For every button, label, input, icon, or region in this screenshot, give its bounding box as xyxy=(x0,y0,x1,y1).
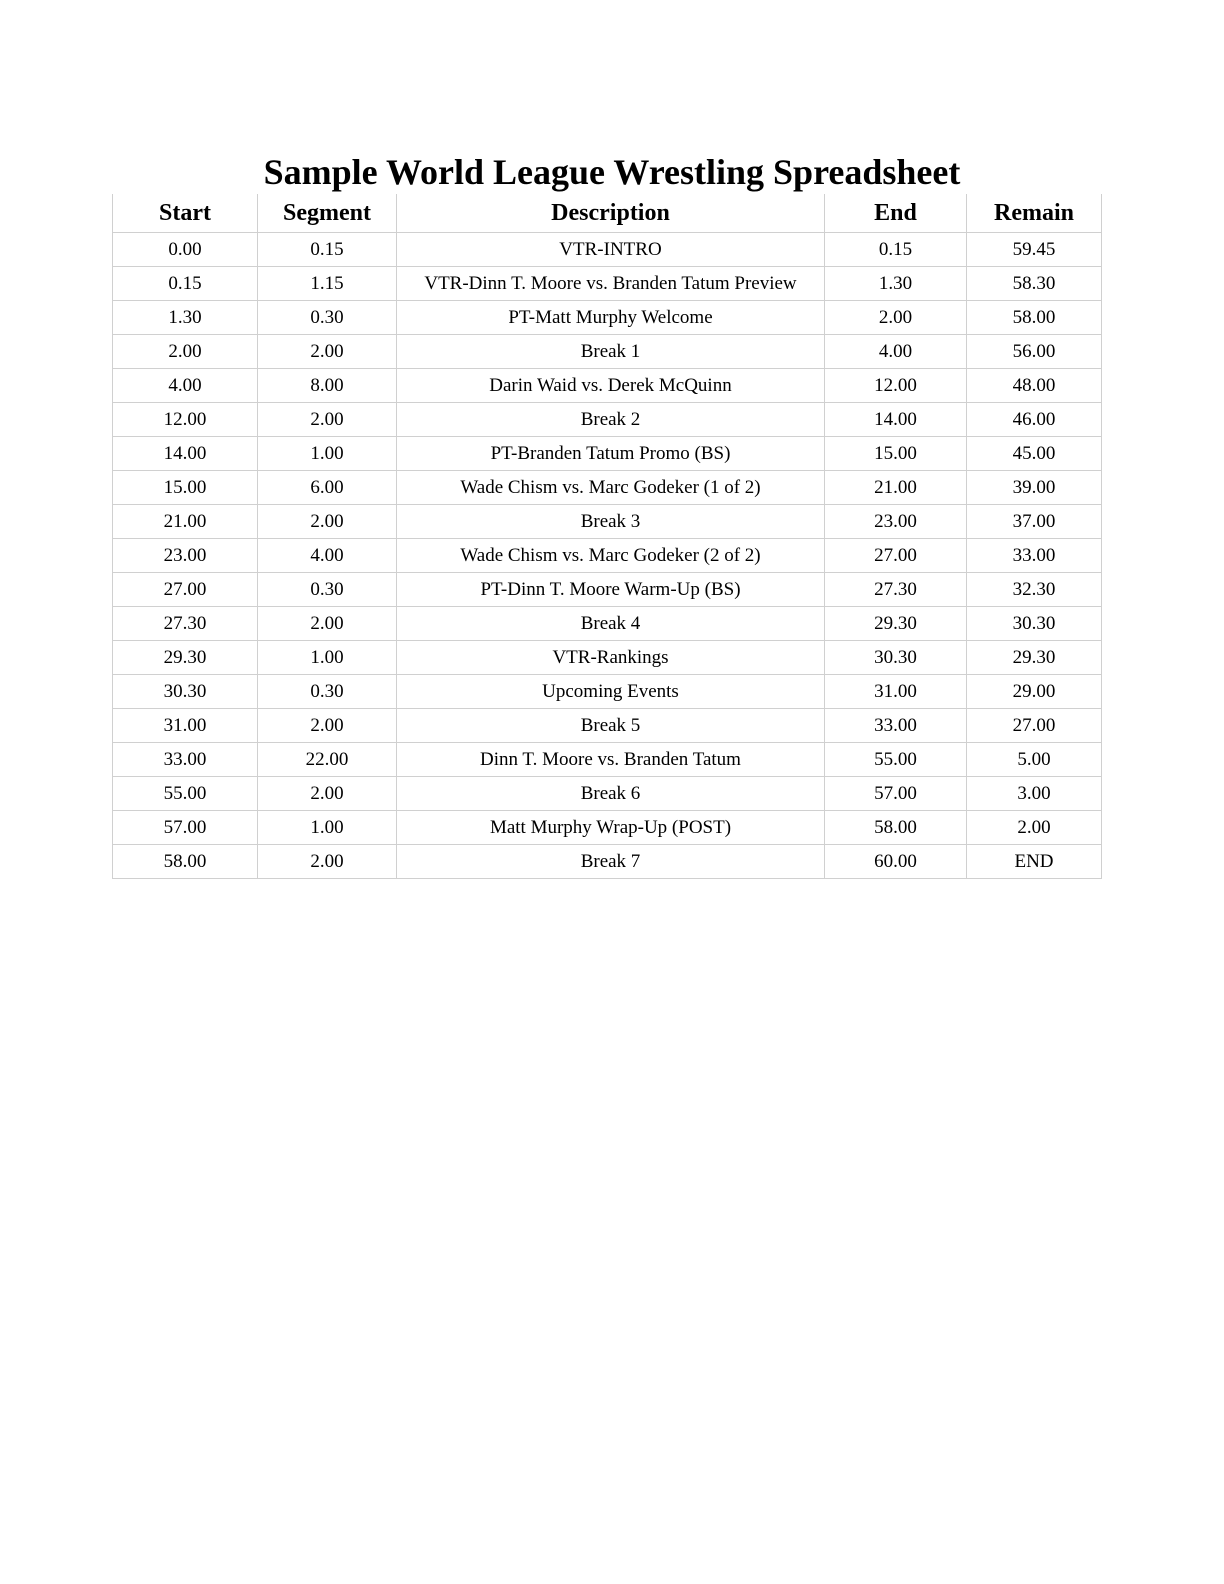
remain-cell: 30.30 xyxy=(967,607,1102,641)
description-cell: VTR-Dinn T. Moore vs. Branden Tatum Preview xyxy=(397,267,825,301)
segment-cell: 0.30 xyxy=(258,573,397,607)
segment-cell: 1.00 xyxy=(258,641,397,675)
start-cell: 30.30 xyxy=(113,675,258,709)
end-cell: 27.00 xyxy=(825,539,967,573)
remain-cell: 5.00 xyxy=(967,743,1102,777)
remain-cell: 58.00 xyxy=(967,301,1102,335)
table-body xyxy=(113,233,1102,879)
description-cell: Break 2 xyxy=(397,403,825,437)
description-cell: Darin Waid vs. Derek McQuinn xyxy=(397,369,825,403)
remain-cell: 39.00 xyxy=(967,471,1102,505)
remain-cell: 46.00 xyxy=(967,403,1102,437)
start-cell: 57.00 xyxy=(113,811,258,845)
description-cell: Matt Murphy Wrap-Up (POST) xyxy=(397,811,825,845)
end-cell: 60.00 xyxy=(825,845,967,879)
remain-cell: 58.30 xyxy=(967,267,1102,301)
end-cell: 2.00 xyxy=(825,301,967,335)
description-cell: Break 5 xyxy=(397,709,825,743)
remain-cell: 2.00 xyxy=(967,811,1102,845)
table-row xyxy=(113,403,1102,437)
table-row xyxy=(113,607,1102,641)
table-row xyxy=(113,301,1102,335)
start-cell: 2.00 xyxy=(113,335,258,369)
segment-cell: 8.00 xyxy=(258,369,397,403)
remain-cell: 59.45 xyxy=(967,233,1102,267)
table-row xyxy=(113,845,1102,879)
table-row xyxy=(113,335,1102,369)
table-row xyxy=(113,811,1102,845)
description-cell: Break 6 xyxy=(397,777,825,811)
segment-cell: 2.00 xyxy=(258,607,397,641)
start-cell: 29.30 xyxy=(113,641,258,675)
segment-cell: 2.00 xyxy=(258,845,397,879)
description-cell: Wade Chism vs. Marc Godeker (2 of 2) xyxy=(397,539,825,573)
end-cell: 14.00 xyxy=(825,403,967,437)
table-row xyxy=(113,233,1102,267)
start-cell: 4.00 xyxy=(113,369,258,403)
description-cell: Break 3 xyxy=(397,505,825,539)
remain-cell: 32.30 xyxy=(967,573,1102,607)
start-cell: 0.15 xyxy=(113,267,258,301)
start-cell: 23.00 xyxy=(113,539,258,573)
end-cell: 29.30 xyxy=(825,607,967,641)
segment-cell: 0.30 xyxy=(258,675,397,709)
end-cell: 30.30 xyxy=(825,641,967,675)
start-cell: 27.30 xyxy=(113,607,258,641)
start-cell: 27.00 xyxy=(113,573,258,607)
start-cell: 0.00 xyxy=(113,233,258,267)
table-row xyxy=(113,641,1102,675)
end-cell: 23.00 xyxy=(825,505,967,539)
remain-cell: END xyxy=(967,845,1102,879)
description-cell: VTR-INTRO xyxy=(397,233,825,267)
segment-cell: 1.00 xyxy=(258,811,397,845)
end-cell: 58.00 xyxy=(825,811,967,845)
end-cell: 31.00 xyxy=(825,675,967,709)
end-cell: 4.00 xyxy=(825,335,967,369)
segment-cell: 1.00 xyxy=(258,437,397,471)
description-cell: Break 4 xyxy=(397,607,825,641)
end-cell: 27.30 xyxy=(825,573,967,607)
segment-cell: 2.00 xyxy=(258,709,397,743)
start-cell: 1.30 xyxy=(113,301,258,335)
end-cell: 21.00 xyxy=(825,471,967,505)
description-cell: Break 1 xyxy=(397,335,825,369)
table-row xyxy=(113,539,1102,573)
segment-cell: 2.00 xyxy=(258,403,397,437)
start-cell: 12.00 xyxy=(113,403,258,437)
page-title: Sample World League Wrestling Spreadsheet xyxy=(263,152,961,192)
remain-cell: 45.00 xyxy=(967,437,1102,471)
segment-cell: 4.00 xyxy=(258,539,397,573)
remain-cell: 29.30 xyxy=(967,641,1102,675)
column-header-start: Start xyxy=(113,194,258,233)
table-header xyxy=(113,194,1102,233)
description-cell: PT-Branden Tatum Promo (BS) xyxy=(397,437,825,471)
description-cell: Dinn T. Moore vs. Branden Tatum xyxy=(397,743,825,777)
column-header-description: Description xyxy=(397,194,825,233)
column-header-end: End xyxy=(825,194,967,233)
start-cell: 31.00 xyxy=(113,709,258,743)
segment-cell: 6.00 xyxy=(258,471,397,505)
remain-cell: 27.00 xyxy=(967,709,1102,743)
end-cell: 0.15 xyxy=(825,233,967,267)
end-cell: 55.00 xyxy=(825,743,967,777)
segment-cell: 1.15 xyxy=(258,267,397,301)
segment-cell: 22.00 xyxy=(258,743,397,777)
header-row xyxy=(113,194,1102,233)
end-cell: 1.30 xyxy=(825,267,967,301)
remain-cell: 37.00 xyxy=(967,505,1102,539)
table-row xyxy=(113,743,1102,777)
segment-cell: 2.00 xyxy=(258,505,397,539)
remain-cell: 3.00 xyxy=(967,777,1102,811)
table-row xyxy=(113,777,1102,811)
end-cell: 33.00 xyxy=(825,709,967,743)
description-cell: Upcoming Events xyxy=(397,675,825,709)
table-row xyxy=(113,709,1102,743)
segment-cell: 0.30 xyxy=(258,301,397,335)
end-cell: 15.00 xyxy=(825,437,967,471)
segment-cell: 2.00 xyxy=(258,777,397,811)
table-row xyxy=(113,437,1102,471)
description-cell: Wade Chism vs. Marc Godeker (1 of 2) xyxy=(397,471,825,505)
start-cell: 55.00 xyxy=(113,777,258,811)
remain-cell: 29.00 xyxy=(967,675,1102,709)
table-row xyxy=(113,369,1102,403)
start-cell: 14.00 xyxy=(113,437,258,471)
segment-cell: 2.00 xyxy=(258,335,397,369)
description-cell: PT-Dinn T. Moore Warm-Up (BS) xyxy=(397,573,825,607)
schedule-table xyxy=(112,194,1102,879)
start-cell: 15.00 xyxy=(113,471,258,505)
table-row xyxy=(113,675,1102,709)
remain-cell: 33.00 xyxy=(967,539,1102,573)
column-header-remain: Remain xyxy=(967,194,1102,233)
column-header-segment: Segment xyxy=(258,194,397,233)
description-cell: PT-Matt Murphy Welcome xyxy=(397,301,825,335)
table-row xyxy=(113,505,1102,539)
start-cell: 33.00 xyxy=(113,743,258,777)
description-cell: Break 7 xyxy=(397,845,825,879)
end-cell: 12.00 xyxy=(825,369,967,403)
segment-cell: 0.15 xyxy=(258,233,397,267)
remain-cell: 48.00 xyxy=(967,369,1102,403)
table-row xyxy=(113,573,1102,607)
table-row xyxy=(113,267,1102,301)
end-cell: 57.00 xyxy=(825,777,967,811)
start-cell: 21.00 xyxy=(113,505,258,539)
table-row xyxy=(113,471,1102,505)
description-cell: VTR-Rankings xyxy=(397,641,825,675)
start-cell: 58.00 xyxy=(113,845,258,879)
remain-cell: 56.00 xyxy=(967,335,1102,369)
